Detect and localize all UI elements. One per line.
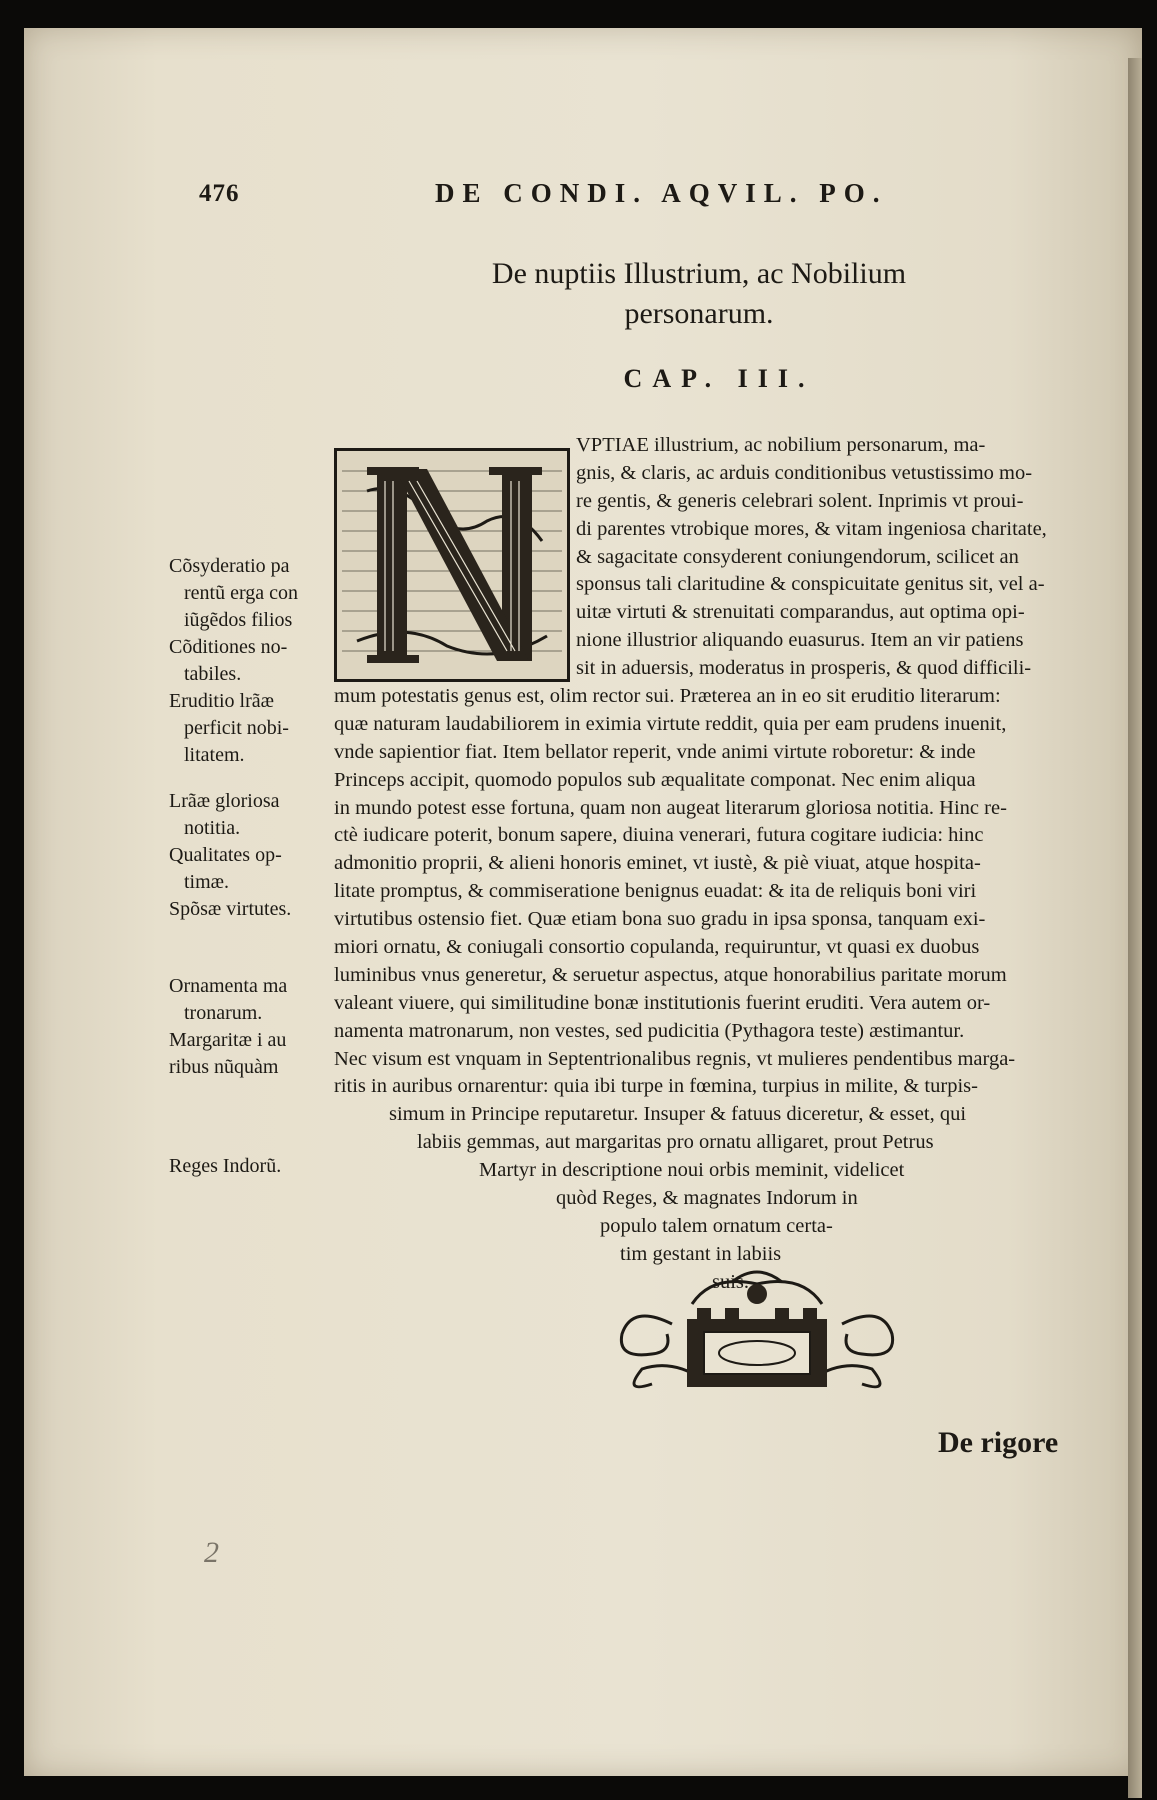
- margin-note: Qualitates op-: [169, 844, 282, 866]
- chapter-body-text: [334, 432, 1146, 1297]
- text-line: sit in aduersis, moderatus in prosperis, & quod difficili-: [576, 657, 1032, 680]
- text-line: vnde sapientior fiat. Item bellator reperit, vnde animi virtute roboretur: & inde: [334, 740, 976, 763]
- text-line: gnis, & claris, ac arduis conditionibus vetustissimo mo-: [576, 461, 1033, 484]
- margin-note: Margaritæ i au: [169, 1029, 287, 1051]
- handwritten-pencil-mark: 2: [204, 1536, 219, 1569]
- text-line: Nec visum est vnquam in Septentrionalibus regnis, vt mulieres pendentibus marga-: [334, 1047, 1016, 1070]
- text-line: quòd Reges, & magnates Indorum in: [556, 1187, 858, 1210]
- page-number: 476: [199, 180, 240, 207]
- margin-note: rentũ erga con: [184, 582, 299, 604]
- text-line: admonitio proprii, & alieni honoris eminet, vt iustè, & piè viuat, atque hospita-: [334, 852, 981, 875]
- margin-note: timæ.: [184, 871, 230, 893]
- margin-note: Cõsyderatio pa: [169, 555, 290, 577]
- text-line: re gentis, & generis celebrari solent. Inprimis vt proui-: [576, 489, 1024, 512]
- text-line: Princeps accipit, quomodo populos sub æqualitate componat. Nec enim aliqua: [334, 768, 976, 791]
- text-line: valeant viuere, qui similitudine bonæ institutionis fuerint eruditi. Vera autem or-: [334, 991, 991, 1014]
- text-line: ritis in auribus ornarentur: quia ibi turpe in fœmina, turpius in milite, & turpis-: [334, 1075, 978, 1098]
- text-line: nione illustrior aliquando euasurus. Item an vir patiens: [576, 629, 1024, 652]
- text-line: luminibus vnus generetur, & seruetur aspectus, atque honorabilius paritate morum: [334, 963, 1007, 986]
- running-head-title: DE CONDI. AQVIL. PO.: [435, 178, 888, 208]
- margin-note: Spõsæ virtutes.: [169, 898, 292, 920]
- text-line: namenta matronarum, non vestes, sed pudicitia (Pythagora teste) æstimantur.: [334, 1019, 965, 1042]
- text-line: & sagacitate consyderent coniungendorum, scilicet an: [576, 545, 1019, 568]
- text-line: ctè iudicare poterit, bonum sapere, diuina venerari, futura cogitare iudicia: hinc: [334, 824, 984, 847]
- running-head: [199, 178, 1099, 214]
- chapter-title: [414, 254, 984, 334]
- margin-note: Reges Indorũ.: [169, 1155, 282, 1177]
- text-line: virtutibus ostensio fiet. Quæ etiam bona suo gradu in ipsa sponsa, tanquam exi-: [334, 908, 986, 931]
- text-line: di parentes vtrobique mores, & vitam ingeniosa charitate,: [576, 517, 1047, 540]
- margin-note: perficit nobi-: [184, 717, 289, 739]
- margin-note: Lrãæ gloriosa: [169, 790, 280, 812]
- text-line: mum potestatis genus est, olim rector sui. Præterea an in eo sit eruditio literarum:: [334, 685, 1001, 708]
- margin-note: Eruditio lrãæ: [169, 690, 274, 712]
- catchword: De rigore: [938, 1426, 1059, 1459]
- margin-note: ribus nũquàm: [169, 1056, 279, 1078]
- text-line: tim gestant in labiis: [620, 1242, 782, 1265]
- text-line: VPTIAE illustrium, ac nobilium personarum, ma-: [576, 434, 986, 456]
- text-line: simum in Principe reputaretur. Insuper & fatuus diceretur, & esset, qui: [389, 1103, 967, 1126]
- chapter-title-line-1: De nuptiis Illustrium, ac Nobilium: [491, 257, 907, 290]
- text-line: populo talem ornatum certa-: [600, 1214, 833, 1237]
- chapter-title-line-2: personarum.: [624, 297, 774, 330]
- margin-note: Ornamenta ma: [169, 975, 288, 997]
- text-line: miori ornatu, & coniugali consortio copulanda, requiruntur, vt quasi ex duobus: [334, 936, 980, 959]
- text-line: litate promptus, & commiseratione benignus euadat: & ita de reliquis boni viri: [334, 880, 977, 903]
- text-line: labiis gemmas, aut margaritas pro ornatu alligaret, prout Petrus: [417, 1131, 934, 1154]
- text-line: uitæ virtuti & strenuitati comparandus, aut optima opi-: [576, 601, 1025, 624]
- margin-note: Cõditiones no-: [169, 636, 288, 658]
- book-page: [24, 28, 1142, 1776]
- margin-note: litatem.: [184, 744, 245, 766]
- printers-ornament: [612, 1264, 902, 1409]
- margin-note: tronarum.: [184, 1002, 263, 1024]
- text-line: sponsus tali claritudine & conspicuitate genitus sit, vel a-: [576, 573, 1045, 596]
- margin-note: notitia.: [184, 817, 241, 839]
- text-line: Martyr in descriptione noui orbis meminit, videlicet: [479, 1159, 905, 1182]
- text-line: suis.: [712, 1270, 750, 1293]
- chapter-number: CAP. III.: [623, 364, 815, 393]
- margin-note: iũgẽdos filios: [184, 609, 293, 631]
- margin-note: tabiles.: [184, 663, 242, 685]
- text-line: in mundo potest esse fortuna, quam non augeat literarum gloriosa notitia. Hinc re-: [334, 796, 1007, 819]
- text-line: quæ naturam laudabiliorem in eximia virtute reddit, quia per eam prudens inuenit,: [334, 712, 1007, 735]
